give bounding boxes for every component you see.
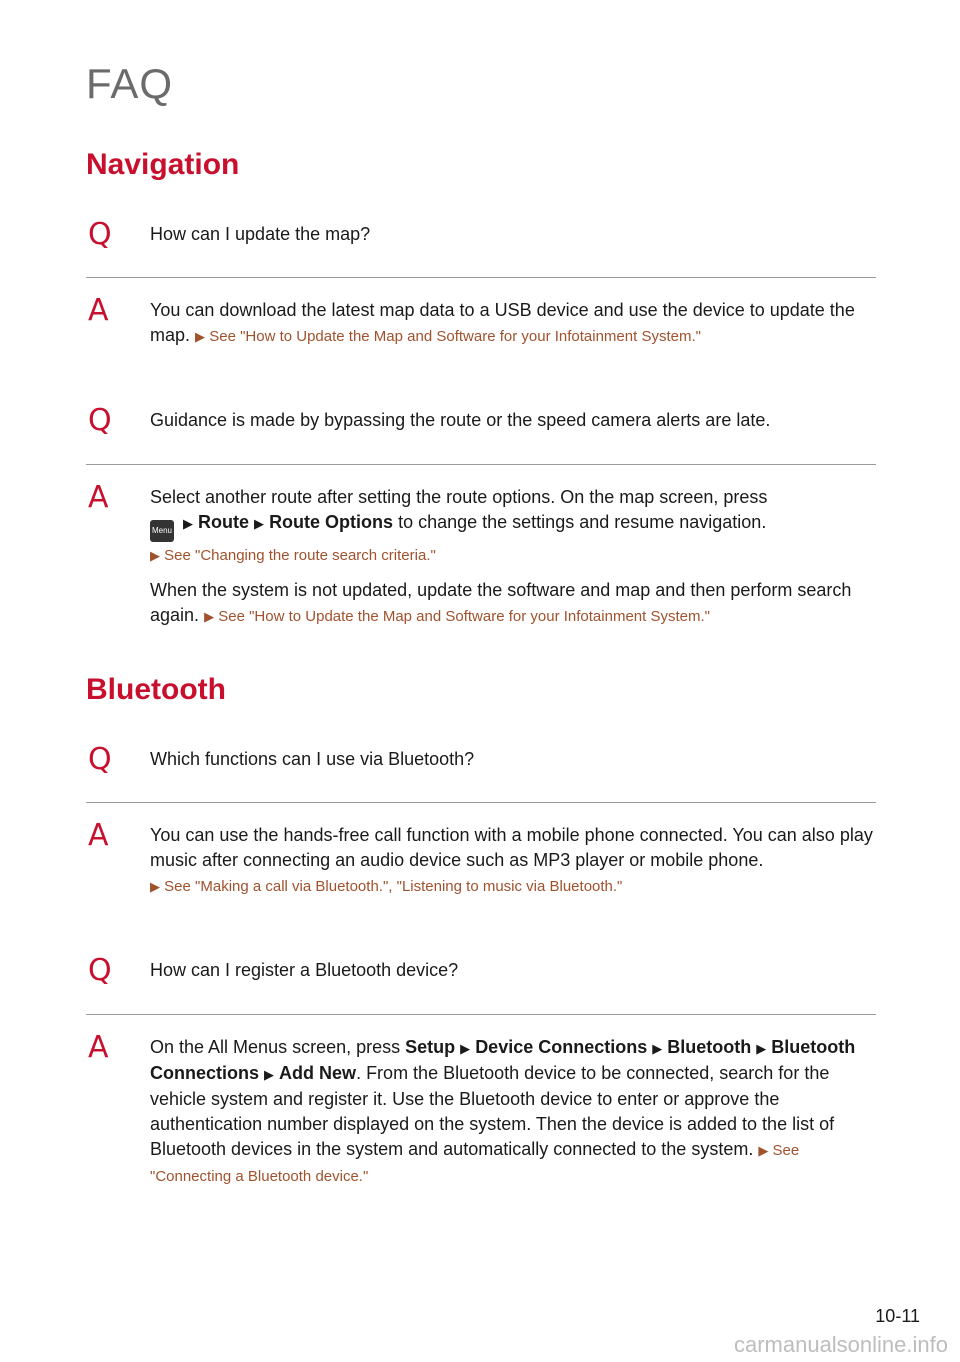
see-reference-text: See "Connecting a Bluetooth device." <box>150 1142 800 1185</box>
menu-path-add-new: Add New <box>279 1063 357 1083</box>
answer-paragraph <box>150 578 876 629</box>
arrow-right-icon: ▶ <box>652 1041 663 1056</box>
answer-body: You can download the latest map data to a USB device and use the device to update the map. <box>150 300 855 345</box>
see-reference-link[interactable] <box>150 878 622 895</box>
question-text: How can I update the map? <box>150 224 371 244</box>
menu-path-bluetooth: Bluetooth <box>667 1037 752 1057</box>
menu-path-setup: Setup <box>405 1037 456 1057</box>
arrow-right-icon: ▶ <box>264 1067 275 1082</box>
a-marker: A <box>88 293 109 328</box>
answer-body: On the All Menus screen, press <box>150 1037 401 1057</box>
arrow-right-icon: ▶ <box>254 516 265 531</box>
answer-body-tail: to change the settings and resume navigation. <box>398 512 767 532</box>
menu-path-bluetooth-connections: Bluetooth Connections <box>150 1037 856 1083</box>
answer-body: Select another route after setting the route options. On the map screen, press <box>150 487 768 507</box>
arrow-right-icon: ▶ <box>756 1041 767 1056</box>
answer-text <box>150 1035 876 1189</box>
q-marker: Q <box>88 403 112 438</box>
answer-text <box>150 485 876 629</box>
question-text: How can I register a Bluetooth device? <box>150 960 459 980</box>
q-marker: Q <box>88 742 112 777</box>
arrow-right-icon: ▶ <box>758 1143 769 1158</box>
page-number: 10-11 <box>875 1306 920 1326</box>
menu-path-device-connections: Device Connections <box>475 1037 648 1057</box>
q-marker: Q <box>88 217 112 252</box>
answer-text <box>150 298 876 349</box>
answer-body: When the system is not updated, update the software and map and then perform search again. <box>150 580 852 625</box>
divider <box>86 464 876 465</box>
arrow-right-icon: ▶ <box>183 516 194 531</box>
see-reference-link[interactable] <box>204 608 710 625</box>
q-marker: Q <box>88 953 112 988</box>
menu-icon: Menu <box>150 520 174 542</box>
arrow-right-icon: ▶ <box>150 879 160 894</box>
divider <box>86 802 876 803</box>
answer-text <box>150 823 876 899</box>
menu-path-route: Route <box>198 512 250 532</box>
see-reference-text: See "How to Update the Map and Software for your Infotainment System." <box>209 328 701 345</box>
section-title-bluetooth: Bluetooth <box>86 673 226 706</box>
divider <box>86 277 876 278</box>
a-marker: A <box>88 1030 109 1065</box>
section-title-navigation: Navigation <box>86 148 240 181</box>
see-reference-text: See "Changing the route search criteria." <box>164 547 436 564</box>
question-text: Which functions can I use via Bluetooth? <box>150 749 475 769</box>
see-reference-text: See "How to Update the Map and Software for your Infotainment System." <box>218 608 710 625</box>
a-marker: A <box>88 818 109 853</box>
question-text: Guidance is made by bypassing the route or the speed camera alerts are late. <box>150 410 771 430</box>
watermark: carmanualsonline.info <box>733 1332 948 1357</box>
see-reference-text: See "Making a call via Bluetooth.", "Listening to music via Bluetooth." <box>164 878 623 895</box>
see-reference-link[interactable] <box>195 328 701 345</box>
menu-path-route-options: Route Options <box>269 512 394 532</box>
page-title: FAQ <box>86 60 174 107</box>
arrow-right-icon: ▶ <box>204 609 215 624</box>
arrow-right-icon: ▶ <box>195 329 206 344</box>
see-reference-link[interactable] <box>150 547 436 564</box>
a-marker: A <box>88 480 109 515</box>
arrow-right-icon: ▶ <box>150 548 160 563</box>
divider <box>86 1014 876 1015</box>
answer-body-tail: . From the Bluetooth device to be connected, search for the vehicle system and register it. Use the Bluetooth device to enter or approve the authentication number displayed on the system. Then the device is added to the list of Bluetooth devices in the system and automatically connected to the system. <box>150 1063 835 1159</box>
answer-body: You can use the hands-free call function with a mobile phone connected. You can also play music after connecting an audio device such as MP3 player or mobile phone. <box>150 825 873 870</box>
arrow-right-icon: ▶ <box>460 1041 471 1056</box>
